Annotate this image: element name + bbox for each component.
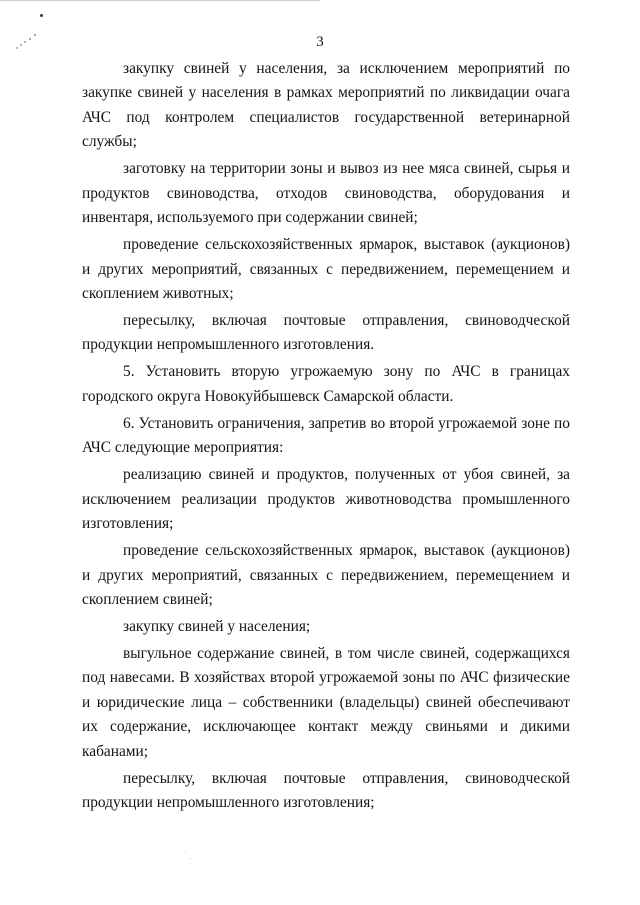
scan-top-rule — [0, 0, 320, 1]
scan-speck — [40, 14, 43, 17]
paragraph: 5. Установить вторую угрожаемую зону по АЧС в границах городского округа Новокуйбышевск Самарской области. — [82, 363, 570, 405]
paragraph: пересылку, включая почтовые отправления, свиноводческой продукции непромышленного изготовления. — [82, 312, 570, 354]
paragraph: пересылку, включая почтовые отправления, свиноводческой продукции непромышленного изготовления; — [82, 769, 570, 812]
scan-speck — [190, 858, 191, 859]
page-number: 3 — [316, 34, 324, 50]
paragraph: закупку свиней у населения, за исключением мероприятий по закупке свиней у населения в рамках мероприятий по ликвидации очага АЧС под контролем специалистов государственной ветеринарной службы; — [82, 60, 570, 151]
scan-speck — [185, 852, 186, 853]
paragraph: заготовку на территории зоны и вывоз из нее мяса свиней, сырья и продуктов свиноводства, отходов свиноводства, оборудования и инвентаря, используемого при содержании свиней; — [82, 160, 570, 227]
paragraph: реализацию свиней и продуктов, полученных от убоя свиней, за исключением реализации продуктов животноводства промышленного изготовления; — [82, 466, 570, 533]
paragraph: проведение сельскохозяйственных ярмарок, выставок (аукционов) и других мероприятий, связанных с передвижением, перемещением и скоплением свиней; — [82, 542, 570, 609]
paragraph: 6. Установить ограничения, запретив во второй угрожаемой зоне по АЧС следующие мероприятия: — [82, 414, 570, 457]
paragraph: проведение сельскохозяйственных ярмарок, выставок (аукционов) и других мероприятий, связанных с передвижением, перемещением и скоплением животных; — [82, 236, 570, 303]
body-text — [82, 57, 570, 816]
paragraph: выгульное содержание свиней, в том числе свиней, содержащихся под навесами. В хозяйствах второй угрожаемой зоны по АЧС физические и юридические лица – собственники (владельцы) свиней обеспечивают их содержание, исключающее контакт между свиньями и дикими кабанами; — [82, 644, 570, 760]
paragraph: закупку свиней у населения; — [123, 617, 311, 635]
